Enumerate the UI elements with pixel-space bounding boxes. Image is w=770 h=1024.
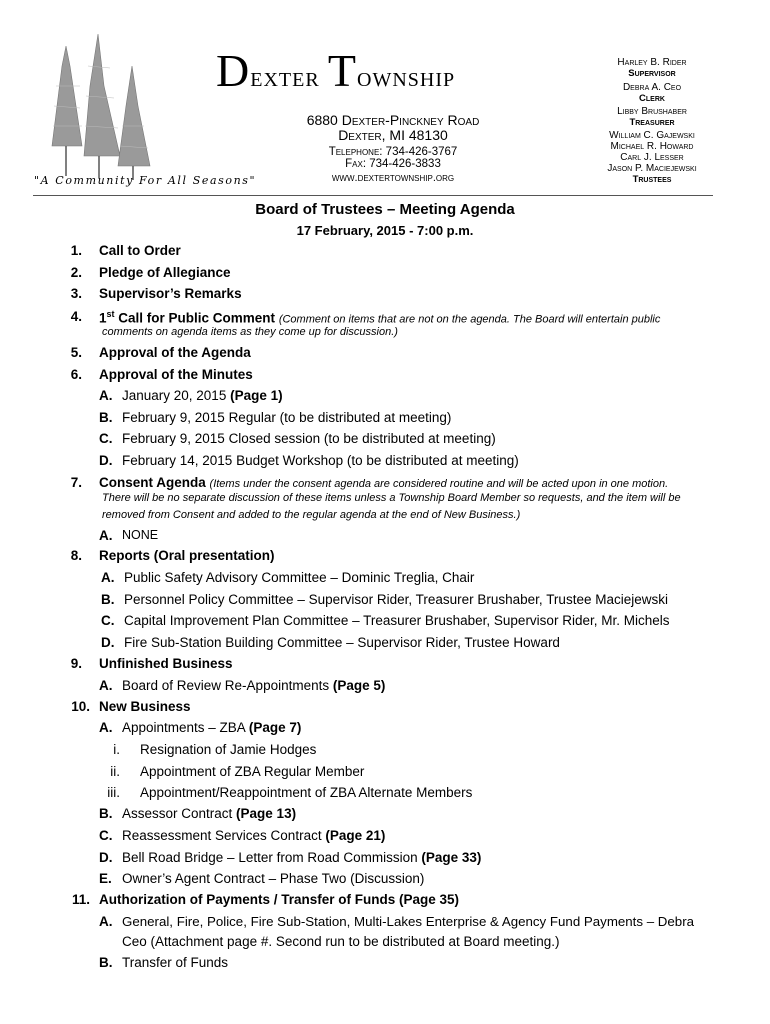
- sub-letter: B.: [99, 955, 113, 970]
- item-4-line: [99, 309, 660, 326]
- title-word-second-rest: ownship: [357, 61, 456, 93]
- sub-item: Transfer of Funds: [122, 955, 229, 970]
- sub-item: Board of Review Re-Appointments (Page 5): [122, 678, 386, 693]
- sub-sub-item: Resignation of Jamie Hodges: [140, 742, 317, 757]
- sub-letter: D.: [99, 453, 113, 468]
- sub-item: Public Safety Advisory Committee – Dominic Treglia, Chair: [124, 570, 475, 585]
- ordinal-suffix: st: [106, 309, 115, 319]
- page-ref: (Page 21): [325, 828, 386, 843]
- item-number: 6.: [70, 367, 82, 382]
- sub-item: Personnel Policy Committee – Supervisor Rider, Treasurer Brushaber, Trustee Maciejewski: [124, 592, 668, 607]
- official-name: Jason P. Maciejewski: [607, 163, 697, 174]
- item-label: Call to Order: [99, 243, 181, 258]
- agenda-date: 17 February, 2015 - 7:00 p.m.: [296, 223, 474, 238]
- sub-item: Appointments – ZBA (Page 7): [122, 720, 302, 735]
- page-ref: (Page 33): [421, 850, 482, 865]
- sub-item: Bell Road Bridge – Letter from Road Commission (Page 33): [122, 850, 482, 865]
- sub-item: February 14, 2015 Budget Workshop (to be distributed at meeting): [122, 453, 519, 468]
- sub-letter: A.: [101, 570, 115, 585]
- page-ref: (Page 1): [230, 388, 283, 403]
- website-link[interactable]: www.dextertownship.org: [331, 172, 455, 184]
- sub-item: Owner’s Agent Contract – Phase Two (Discussion): [122, 871, 425, 886]
- item-7-line: [99, 475, 668, 490]
- sub-letter: C.: [99, 828, 113, 843]
- sub-item: Fire Sub-Station Building Committee – Supervisor Rider, Trustee Howard: [124, 635, 560, 650]
- item-number: 8.: [70, 548, 82, 563]
- item-label: Unfinished Business: [99, 656, 233, 671]
- official-name: Libby Brushaber: [617, 106, 687, 117]
- sub-sub-item: Appointment of ZBA Regular Member: [140, 764, 365, 779]
- item-label: Supervisor’s Remarks: [99, 286, 242, 301]
- item-number: 7.: [70, 475, 82, 490]
- item-note: comments on agenda items as they come up for discussion.): [102, 326, 398, 338]
- title-word-first-rest: exter: [250, 61, 320, 93]
- item-number: 3.: [70, 286, 82, 301]
- sub-item: General, Fire, Police, Fire Sub-Station, Multi-Lakes Enterprise & Agency Fund Payments – Debra: [122, 914, 695, 929]
- roman-numeral: i.: [113, 742, 120, 757]
- item-label: Pledge of Allegiance: [99, 265, 231, 280]
- page-ref: (Page 5): [332, 678, 386, 693]
- sub-letter: D.: [99, 850, 113, 865]
- item-number: 5.: [70, 345, 82, 360]
- item-note: (Items under the consent agenda are considered routine and will be acted upon in one motion.: [209, 478, 669, 490]
- sub-letter: A.: [99, 678, 113, 693]
- sub-item: Capital Improvement Plan Committee – Treasurer Brushaber, Supervisor Rider, Mr. Michels: [124, 613, 670, 628]
- page-ref: (Page 13): [236, 806, 297, 821]
- township-title: [216, 44, 455, 97]
- item-number: 9.: [70, 656, 82, 671]
- item-label: Approval of the Agenda: [99, 345, 251, 360]
- item-number: 2.: [70, 265, 82, 280]
- item-label: Consent Agenda: [99, 475, 206, 490]
- sub-item: Assessor Contract (Page 13): [122, 806, 297, 821]
- item-label: Call for Public Comment: [114, 310, 276, 326]
- sub-letter: A.: [99, 720, 113, 735]
- address-line2: Dexter, MI 48130: [338, 127, 448, 143]
- item-label: Approval of the Minutes: [99, 367, 253, 382]
- item-label: New Business: [99, 699, 191, 714]
- official-name: Harley B. Rider: [617, 57, 687, 68]
- sub-letter: C.: [101, 613, 115, 628]
- official-role: Treasurer: [629, 117, 675, 128]
- roman-numeral: ii.: [110, 764, 120, 779]
- page-ref: (Page 7): [248, 720, 302, 735]
- title-word-second-initial: T: [327, 45, 358, 96]
- sub-letter: D.: [101, 635, 115, 650]
- item-number: 11.: [71, 892, 90, 907]
- sub-sub-item: Appointment/Reappointment of ZBA Alternate Members: [140, 785, 473, 800]
- telephone: Telephone: 734-426-3767: [328, 146, 458, 158]
- sub-letter: B.: [99, 806, 113, 821]
- item-number: 10.: [71, 699, 90, 714]
- item-number: 4.: [70, 309, 82, 324]
- item-label-ordinal: 1: [99, 310, 107, 326]
- sub-item: Reassessment Services Contract (Page 21): [122, 828, 386, 843]
- sub-item: February 9, 2015 Closed session (to be distributed at meeting): [122, 431, 496, 446]
- item-note: removed from Consent and added to the regular agenda at the end of New Business.): [102, 509, 521, 521]
- sub-item: January 20, 2015 (Page 1): [122, 388, 283, 403]
- item-note: (Comment on items that are not on the agenda. The Board will entertain public: [278, 313, 661, 326]
- township-logo-trees: [40, 26, 210, 184]
- agenda-title: Board of Trustees – Meeting Agenda: [255, 201, 515, 218]
- sub-letter: B.: [101, 592, 115, 607]
- sub-letter: A.: [99, 528, 113, 543]
- official-name: Carl J. Lesser: [620, 152, 684, 163]
- official-name: Debra A. Ceo: [622, 82, 682, 93]
- roman-numeral: iii.: [107, 785, 120, 800]
- sub-letter: B.: [99, 410, 113, 425]
- official-name: Michael R. Howard: [610, 141, 694, 152]
- sub-letter: A.: [99, 914, 113, 929]
- item-label: Reports (Oral presentation): [99, 548, 275, 563]
- title-word-first-initial: D: [216, 45, 251, 96]
- sub-letter: E.: [99, 871, 112, 886]
- official-role: Trustees: [632, 174, 672, 185]
- township-motto: "A Community For All Seasons": [34, 174, 257, 187]
- item-note: There will be no separate discussion of these items unless a Township Board Member so requests, and the item will be: [102, 492, 681, 504]
- sub-item: NONE: [122, 528, 159, 542]
- fax: Fax: 734-426-3833: [345, 158, 441, 170]
- sub-item-continued: Ceo (Attachment page #. Second run to be distributed at Board meeting.): [122, 934, 560, 949]
- item-label: Authorization of Payments / Transfer of Funds (Page 35): [99, 892, 460, 907]
- header-divider: [33, 195, 713, 196]
- official-role: Clerk: [639, 93, 665, 104]
- sub-item: February 9, 2015 Regular (to be distributed at meeting): [122, 410, 452, 425]
- official-role: Supervisor: [628, 68, 676, 79]
- sub-letter: A.: [99, 388, 113, 403]
- address-line1: 6880 Dexter-Pinckney Road: [306, 112, 480, 128]
- item-number: 1.: [70, 243, 82, 258]
- official-name: William C. Gajewski: [609, 130, 695, 141]
- sub-letter: C.: [99, 431, 113, 446]
